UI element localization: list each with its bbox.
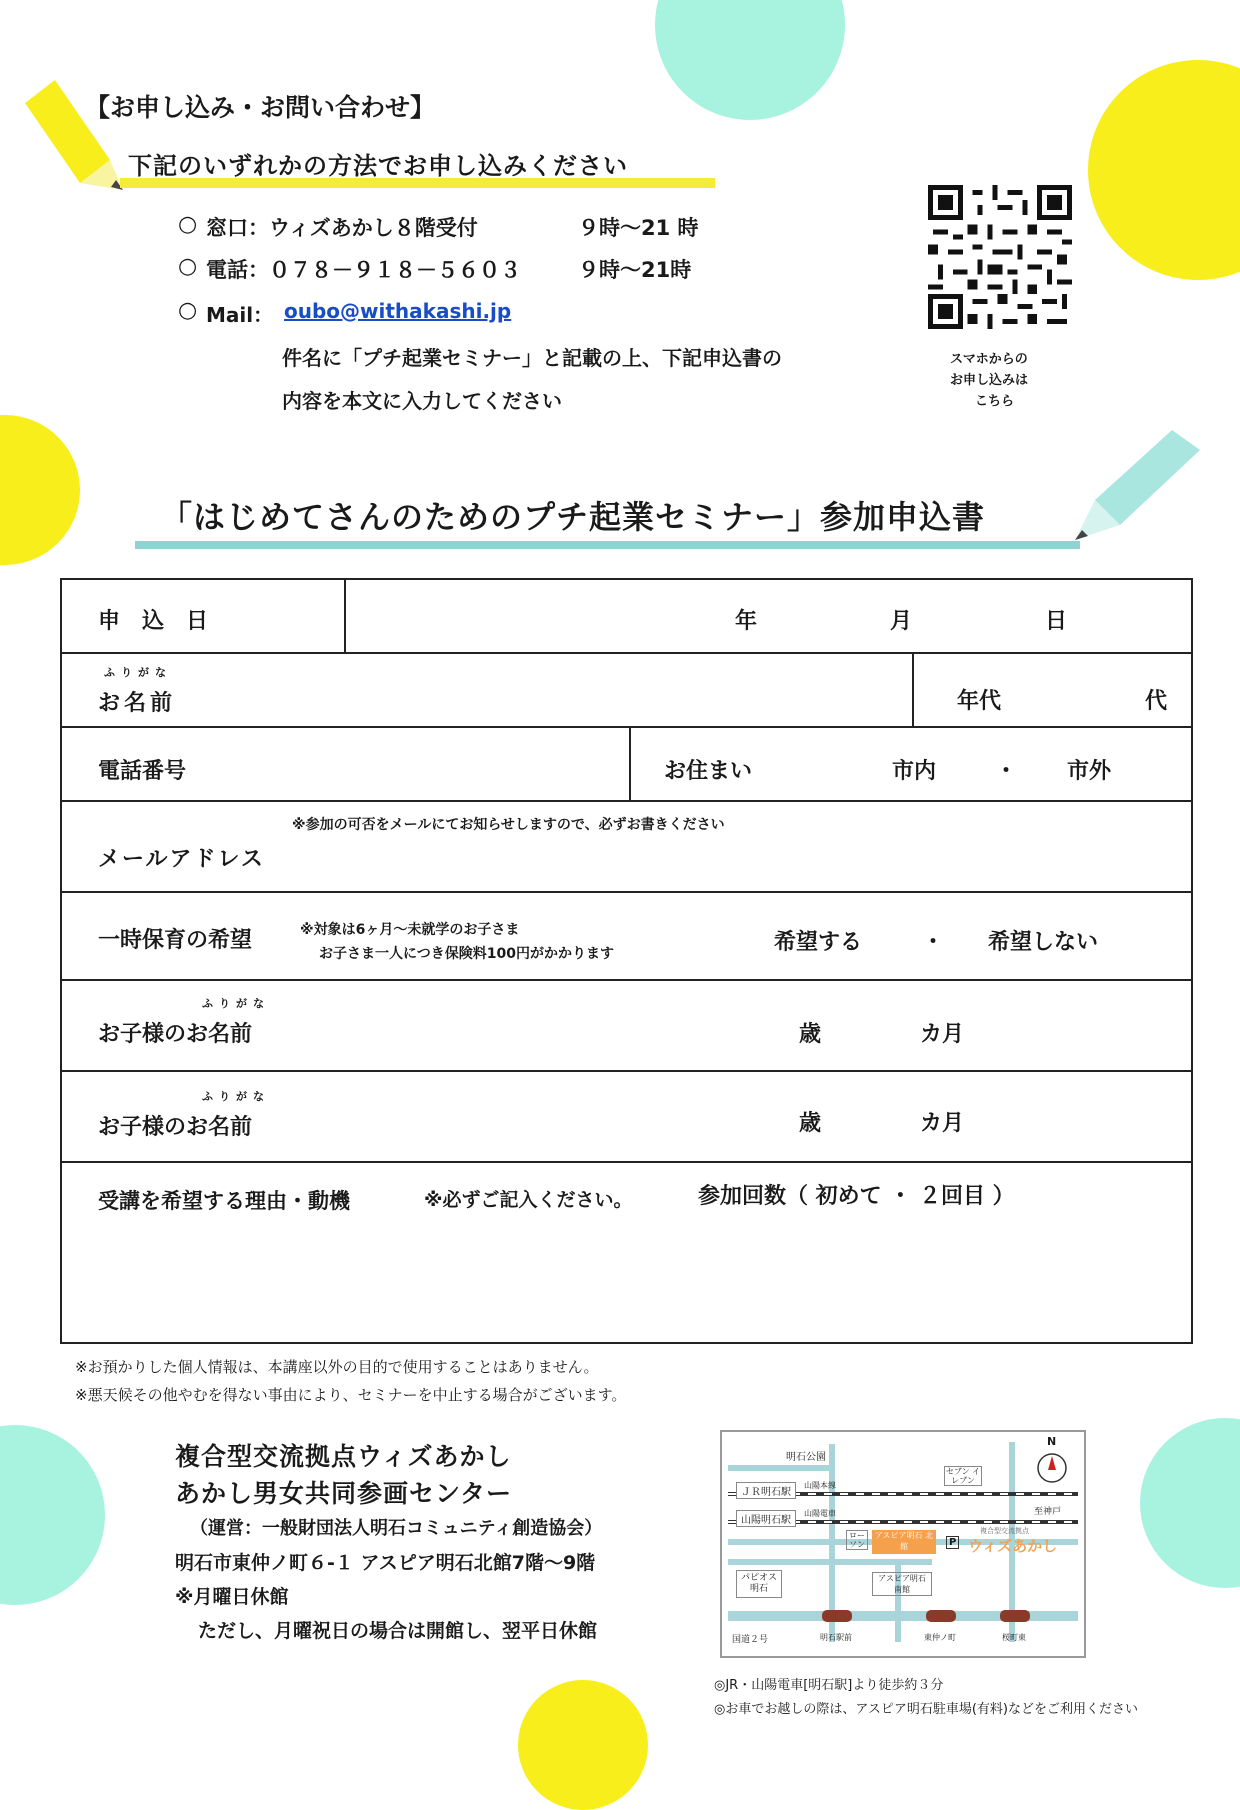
child-age-years-label: 歳 bbox=[799, 1111, 822, 1136]
decor-circle-yellow-left bbox=[0, 415, 80, 565]
furigana-label: ふりがな bbox=[202, 997, 270, 1010]
phone-label: 電話：０７８－９１８－５６０３ bbox=[206, 258, 521, 282]
reason-label: 受講を希望する理由・動機 bbox=[98, 1189, 350, 1213]
org-closed-note: ただし、月曜祝日の場合は開館し、翌平日休館 bbox=[198, 1620, 598, 1642]
furigana-label: ふりがな bbox=[104, 666, 172, 679]
email-input[interactable] bbox=[292, 838, 1191, 891]
circle-bullet-icon: ○ bbox=[178, 298, 198, 323]
map-route2: 国道２号 bbox=[732, 1635, 769, 1645]
address-out-option[interactable]: 市外 bbox=[1067, 759, 1112, 784]
child-name-label: お子様のお名前 bbox=[98, 1115, 253, 1140]
org-name-1: 複合型交流拠点ウィズあかし bbox=[175, 1442, 512, 1471]
email-note: ※参加の可否をメールにてお知らせしますので、必ずお書きください bbox=[292, 817, 725, 833]
north-icon: N bbox=[1047, 1435, 1057, 1448]
form-row-child-2 bbox=[62, 1072, 1191, 1163]
qr-caption-3: こちら bbox=[975, 394, 1015, 409]
decor-circle-mint-top bbox=[655, 0, 845, 120]
childcare-label: 一時保育の希望 bbox=[98, 928, 253, 953]
childcare-note-2: お子さま一人につき保険料100円がかかります bbox=[319, 946, 614, 962]
form-row-email bbox=[62, 802, 1191, 893]
age-label: 年代 bbox=[957, 689, 1002, 714]
map-with-small: 複合型交流拠点 bbox=[980, 1527, 1029, 1535]
address-in-option[interactable]: 市内 bbox=[892, 759, 937, 784]
decor-circle-mint-bottom-right bbox=[1140, 1418, 1240, 1588]
reason-textarea[interactable] bbox=[82, 1223, 1171, 1334]
month-label: 月 bbox=[890, 609, 913, 634]
map-sanyo-line: 山陽電車 bbox=[804, 1509, 836, 1518]
map-park: 明石公園 bbox=[786, 1452, 826, 1463]
window-hours: ９時～21 時 bbox=[578, 216, 699, 240]
child-age-months-label: カ月 bbox=[920, 1111, 965, 1136]
map-sanyo-station: 山陽明石駅 bbox=[736, 1510, 796, 1527]
window-label: 窓口：ウィズあかし８階受付 bbox=[206, 216, 478, 240]
form-row-phone bbox=[62, 728, 1191, 802]
childcare-dot: ・ bbox=[922, 930, 945, 955]
childcare-yes-option[interactable]: 希望する bbox=[774, 930, 863, 955]
age-input[interactable] bbox=[1022, 654, 1102, 726]
form-row-name bbox=[62, 654, 1191, 728]
qr-caption-1: スマホからの bbox=[950, 352, 1028, 367]
name-label: お名前 bbox=[98, 691, 177, 716]
qr-code-icon[interactable] bbox=[928, 185, 1072, 329]
child-name-input[interactable] bbox=[332, 1072, 752, 1161]
furigana-label: ふりがな bbox=[202, 1090, 270, 1103]
address-dot: ・ bbox=[995, 759, 1018, 784]
reason-note: ※必ずご記入ください。 bbox=[424, 1189, 633, 1211]
phone-hours: ９時～21時 bbox=[578, 258, 692, 282]
decor-circle-yellow-right bbox=[1088, 60, 1240, 280]
form-row-child-1 bbox=[62, 981, 1191, 1072]
child-age-months-label: カ月 bbox=[920, 1022, 965, 1047]
map-station-3: 桜町東 bbox=[1002, 1633, 1026, 1642]
decor-circle-yellow-bottom bbox=[518, 1680, 648, 1810]
map-kobe: 至神戸 bbox=[1034, 1507, 1062, 1517]
map-jr-station: ＪＲ明石駅 bbox=[736, 1482, 796, 1499]
mail-note-2: 内容を本文に入力してください bbox=[282, 389, 562, 413]
org-closed: ※月曜日休館 bbox=[175, 1586, 289, 1608]
address-label: お住まい bbox=[664, 759, 753, 784]
mail-address-link[interactable]: oubo@withakashi.jp bbox=[284, 299, 512, 323]
privacy-note: ※お預かりした個人情報は、本講座以外の目的で使用することはありません。 bbox=[75, 1358, 599, 1376]
child-name-input[interactable] bbox=[332, 981, 752, 1070]
decor-circle-mint-bottom-left bbox=[0, 1425, 105, 1605]
access-line-1: ◎JR・山陽電車[明石駅]より徒歩約３分 bbox=[714, 1678, 944, 1693]
org-name-2: あかし男女共同参画センター bbox=[175, 1479, 513, 1508]
child-age-years-label: 歳 bbox=[799, 1022, 822, 1047]
form-row-date bbox=[62, 580, 1191, 654]
phone-input[interactable] bbox=[232, 728, 622, 800]
year-label: 年 bbox=[735, 609, 758, 634]
map-lawson: ローソン bbox=[846, 1530, 868, 1550]
age-suffix: 代 bbox=[1145, 689, 1168, 714]
date-label: 申 込 日 bbox=[98, 609, 209, 634]
section-title: 【お申し込み・お問い合わせ】 bbox=[85, 93, 436, 122]
org-address: 明石市東仲ノ町６-１ アスピア明石北館7階～9階 bbox=[175, 1552, 596, 1574]
email-label: メールアドレス bbox=[98, 847, 265, 872]
form-row-childcare bbox=[62, 893, 1191, 981]
map-aspia-south: アスピア明石 南館 bbox=[872, 1572, 932, 1596]
phone-label: 電話番号 bbox=[98, 759, 187, 784]
map-seven: セブン イレブン bbox=[945, 1467, 981, 1485]
qr-caption-2: お申し込みは bbox=[950, 373, 1029, 388]
day-label: 日 bbox=[1045, 609, 1068, 634]
map-station-1: 明石駅前 bbox=[820, 1633, 852, 1642]
mail-note-1: 件名に「プチ起業セミナー」と記載の上、下記申込書の bbox=[282, 346, 782, 370]
map-pareos: パピオス 明石 bbox=[736, 1570, 782, 1598]
section-subtitle: 下記のいずれかの方法でお申し込みください bbox=[128, 152, 628, 180]
form-row-reason bbox=[62, 1163, 1191, 1344]
divider bbox=[912, 654, 914, 726]
weather-note: ※悪天候その他やむを得ない事由により、セミナーを中止する場合がございます。 bbox=[75, 1386, 627, 1404]
form-title-underline bbox=[135, 541, 1080, 549]
parking-icon: P bbox=[946, 1536, 959, 1549]
map-station-2: 東仲ノ町 bbox=[924, 1633, 956, 1642]
divider bbox=[629, 728, 631, 800]
mint-pencil-icon bbox=[1060, 430, 1210, 550]
org-operator: （運営：一般財団法人明石コミュニティ創造協会） bbox=[190, 1518, 603, 1539]
childcare-no-option[interactable]: 希望しない bbox=[988, 930, 1099, 955]
access-map[interactable] bbox=[720, 1430, 1086, 1658]
circle-bullet-icon: ○ bbox=[178, 212, 198, 237]
map-jr-line: 山陽本線 bbox=[804, 1481, 836, 1490]
circle-bullet-icon: ○ bbox=[178, 254, 198, 279]
map-with-akashi: ウィズあかし bbox=[968, 1537, 1058, 1555]
child-name-label: お子様のお名前 bbox=[98, 1022, 253, 1047]
name-input[interactable] bbox=[212, 654, 902, 726]
mail-label: Mail： bbox=[206, 303, 274, 327]
map-aspia-north: アスピア明石 北館 bbox=[874, 1531, 934, 1551]
childcare-note-1: ※対象は6ヶ月～未就学のお子さま bbox=[300, 922, 520, 938]
application-form bbox=[60, 578, 1193, 1344]
form-title: 「はじめてさんのためのプチ起業セミナー」参加申込書 bbox=[160, 498, 986, 536]
access-line-2: ◎お車でお越しの際は、アスピア明石駐車場(有料)などをご利用ください bbox=[714, 1702, 1138, 1717]
times-label[interactable]: 参加回数（ 初めて ・ ２回目 ） bbox=[698, 1184, 1015, 1209]
